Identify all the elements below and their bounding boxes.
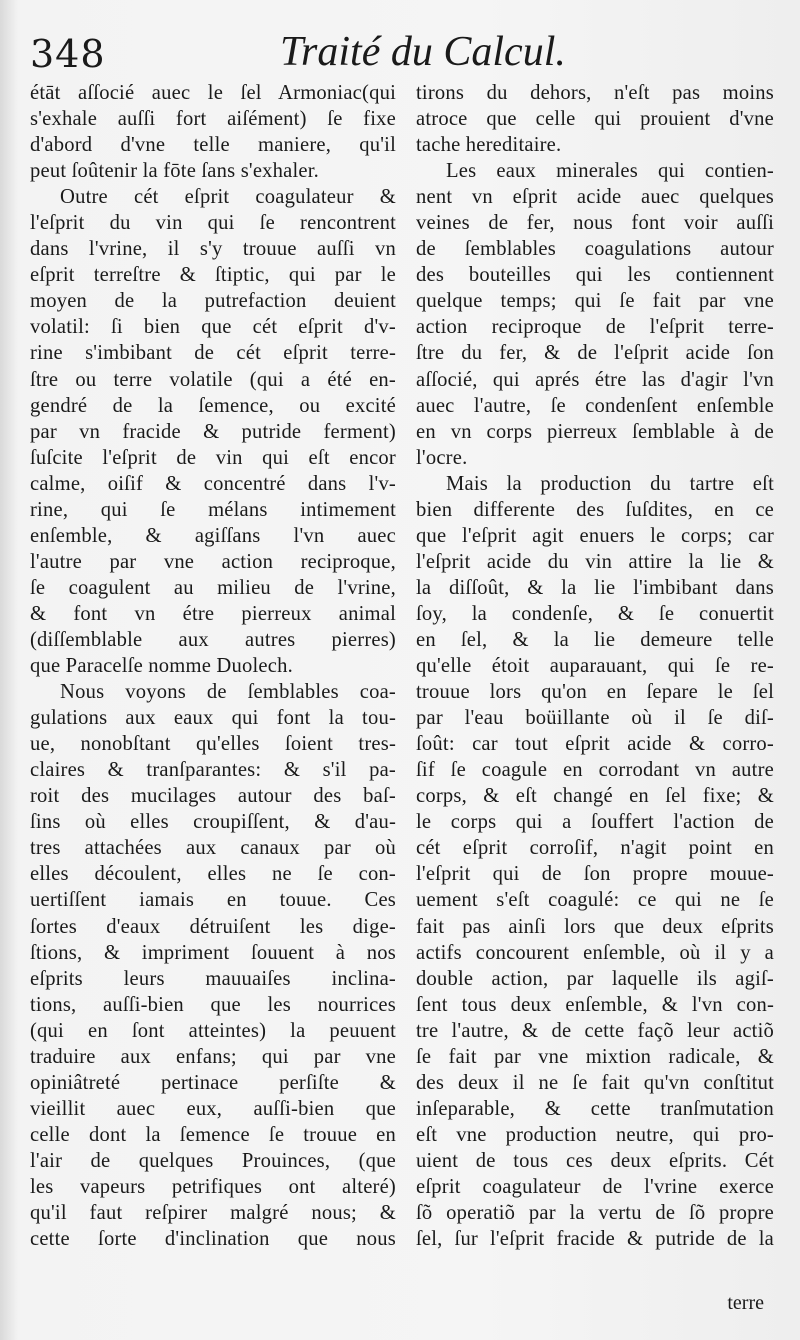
text-line: elles découlent, elles ne ſe con-	[30, 863, 396, 886]
text-line: bien differente des ſuſdites, en ce	[416, 498, 774, 521]
text-line: ſoy, la condenſe, & ſe conuertit	[416, 602, 774, 625]
text-line: rine, qui ſe mélans intimement	[30, 498, 396, 521]
text-line: actifs concourent enſemble, où il y a	[416, 941, 774, 964]
text-line: atroce que celle qui prouient d'vne	[416, 108, 774, 131]
text-line: action reciproque de l'eſprit terre-	[416, 316, 774, 339]
text-line: double action, par laquelle ils agiſ-	[416, 967, 774, 990]
text-line: qu'elle étoit auparauant, qui ſe re-	[416, 655, 774, 678]
text-line: claires & tranſparantes: & s'il pa-	[30, 759, 396, 782]
text-line: moyen de la putrefaction deuient	[30, 290, 396, 313]
text-line: auec l'autre, ſe condenſent enſemble	[416, 394, 774, 417]
text-line: ſins où elles croupiſſent, & d'au-	[30, 811, 396, 834]
text-line: ſe coagulent au milieu de l'vrine,	[30, 576, 396, 599]
text-line: aſſocié, qui aprés étre las d'agir l'vn	[416, 368, 774, 391]
text-line: ue, nonobſtant qu'elles ſoient tres-	[30, 733, 396, 756]
text-line: opiniâtreté pertinace perſiſte &	[30, 1071, 396, 1094]
text-line: gendré de la ſemence, ou excité	[30, 394, 396, 417]
page-header	[30, 26, 770, 82]
text-line: (diſſemblable aux autres pierres)	[30, 628, 396, 651]
running-title: Traité du Calcul.	[280, 29, 566, 75]
text-line: inſeparable, & cette tranſmutation	[416, 1097, 774, 1120]
catchword: terre	[727, 1292, 764, 1314]
text-line: veines de fer, nous font voir auſſi	[416, 212, 774, 235]
text-line: ſel, ſur l'eſprit fracide & putride de la	[416, 1228, 774, 1251]
text-line: étāt aſſocié auec le ſel Armoniac(qui	[30, 82, 396, 104]
text-line: rine s'imbibant de cét eſprit terre-	[30, 342, 396, 365]
text-line: fait pas ainſi lors que deux eſprits	[416, 915, 774, 938]
text-line: peut ſoûtenir la fōte ſans s'exhaler.	[30, 160, 320, 183]
text-line: & font vn étre pierreux animal	[30, 602, 396, 625]
text-line: ſõ operatiõ par la vertu de ſõ propre	[416, 1202, 774, 1225]
text-line: que Paracelſe nomme Duolech.	[30, 655, 293, 678]
text-line: (qui en ſont atteintes) la peuuent	[30, 1019, 396, 1042]
text-line: corps, & eſt changé en ſel fixe; &	[416, 785, 774, 808]
text-line: Les eaux minerales qui contien-	[446, 160, 774, 183]
text-line: l'eſprit qui de ſon propre mouue-	[416, 863, 774, 886]
text-line: uient de tous ces deux eſprits. Cét	[416, 1149, 774, 1172]
text-line: dans l'vrine, il s'y trouue auſſi vn	[30, 238, 396, 261]
text-line: uertiſſent iamais en touue. Ces	[30, 889, 396, 912]
text-line: eſt vne production neutre, qui pro-	[416, 1123, 774, 1146]
text-line: d'abord d'vne telle maniere, qu'il	[30, 134, 396, 157]
text-line: tre l'autre, & de cette façõ leur actiõ	[416, 1019, 774, 1042]
right-column	[416, 80, 774, 1320]
text-line: ſtre du fer, & de l'eſprit acide ſon	[416, 342, 774, 365]
text-line: uement s'eſt coagulé: ce qui ne ſe	[416, 889, 774, 912]
text-line: des deux il ne ſe fait qu'vn conſtitut	[416, 1071, 774, 1094]
text-line: en ſel, & la lie demeure telle	[416, 628, 774, 651]
text-line: ſoût: car tout eſprit acide & corro-	[416, 733, 774, 756]
text-line: calme, oiſif & concentré dans l'v-	[30, 472, 396, 495]
text-line: tirons du dehors, n'eſt pas moins	[416, 82, 774, 104]
text-line: par l'eau boüillante où il ſe diſ-	[416, 707, 774, 730]
text-line: des bouteilles qui les contiennent	[416, 264, 774, 287]
text-line: qu'il faut reſpirer malgré nous; &	[30, 1202, 396, 1225]
text-line: l'autre par vne action reciproque,	[30, 550, 396, 573]
text-line: traduire aux enfans; qui par vne	[30, 1045, 396, 1068]
text-line: cét eſprit corroſif, n'agit point en	[416, 837, 774, 860]
text-line: ſortes d'eaux détruiſent les dige-	[30, 915, 396, 938]
text-line: l'air de quelques Prouinces, (que	[30, 1149, 396, 1172]
text-line: tions, auſſi-bien que les nourrices	[30, 993, 396, 1016]
text-line: ſe fait par vne mixtion radicale, &	[416, 1045, 774, 1068]
text-line: par vn fracide & putride ferment)	[30, 420, 396, 443]
text-line: vieillit auec eux, auſſi-bien que	[30, 1097, 396, 1120]
text-line: s'exhale auſſi fort aiſément) ſe fixe	[30, 108, 396, 131]
text-line: trouue lors qu'on en ſepare le ſel	[416, 681, 774, 704]
text-line: enſemble, & agiſſans l'vn auec	[30, 524, 396, 547]
text-line: eſprits leurs mauuaiſes inclina-	[30, 967, 396, 990]
text-line: ſtre ou terre volatile (qui a été en-	[30, 368, 396, 391]
text-line: le corps qui a ſouffert l'action de	[416, 811, 774, 834]
text-line: quelque temps; qui ſe fait par vne	[416, 290, 774, 313]
text-line: que l'eſprit agit enuers le corps; car	[416, 524, 774, 547]
text-line: ſtions, & impriment ſouuent à nos	[30, 941, 396, 964]
text-line: l'eſprit acide du vin attire la lie &	[416, 550, 774, 573]
text-line: nent vn eſprit acide auec quelques	[416, 186, 774, 209]
text-line: tres attachées aux canaux par où	[30, 837, 396, 860]
text-line: eſprit coagulateur de l'vrine exerce	[416, 1175, 774, 1198]
text-line: ſent tous deux enſemble, & l'vn con-	[416, 993, 774, 1016]
text-line: les vapeurs petrifiques ont alteré)	[30, 1175, 396, 1198]
text-line: la diſſoût, & la lie l'imbibant dans	[416, 576, 774, 599]
text-line: Nous voyons de ſemblables coa-	[60, 681, 396, 704]
text-line: cette ſorte d'inclination que nous	[30, 1228, 396, 1251]
text-line: celle dont la ſemence ſe trouue en	[30, 1123, 396, 1146]
text-line: Mais la production du tartre eſt	[446, 472, 774, 495]
text-line: ſuſcite l'eſprit de vin qui eſt encor	[30, 446, 396, 469]
text-line: eſprit terreſtre & ſtiptic, qui par le	[30, 264, 396, 287]
text-line: Outre cét eſprit coagulateur &	[60, 186, 396, 209]
text-line: volatil: ſi bien que cét eſprit d'v-	[30, 316, 396, 339]
text-line: de ſemblables coagulations autour	[416, 238, 774, 261]
text-line: gulations aux eaux qui font la tou-	[30, 707, 396, 730]
text-line: ſif ſe coagule en corrodant vn autre	[416, 759, 774, 782]
text-line: en vn corps pierreux ſemblable à de	[416, 420, 774, 443]
text-line: l'eſprit du vin qui ſe rencontrent	[30, 212, 396, 235]
text-line: tache hereditaire.	[416, 134, 562, 157]
page-number: 348	[30, 32, 106, 76]
left-column	[30, 80, 396, 1320]
text-line: l'ocre.	[416, 446, 468, 469]
text-line: roit des mucilages autour des baſ-	[30, 785, 396, 808]
